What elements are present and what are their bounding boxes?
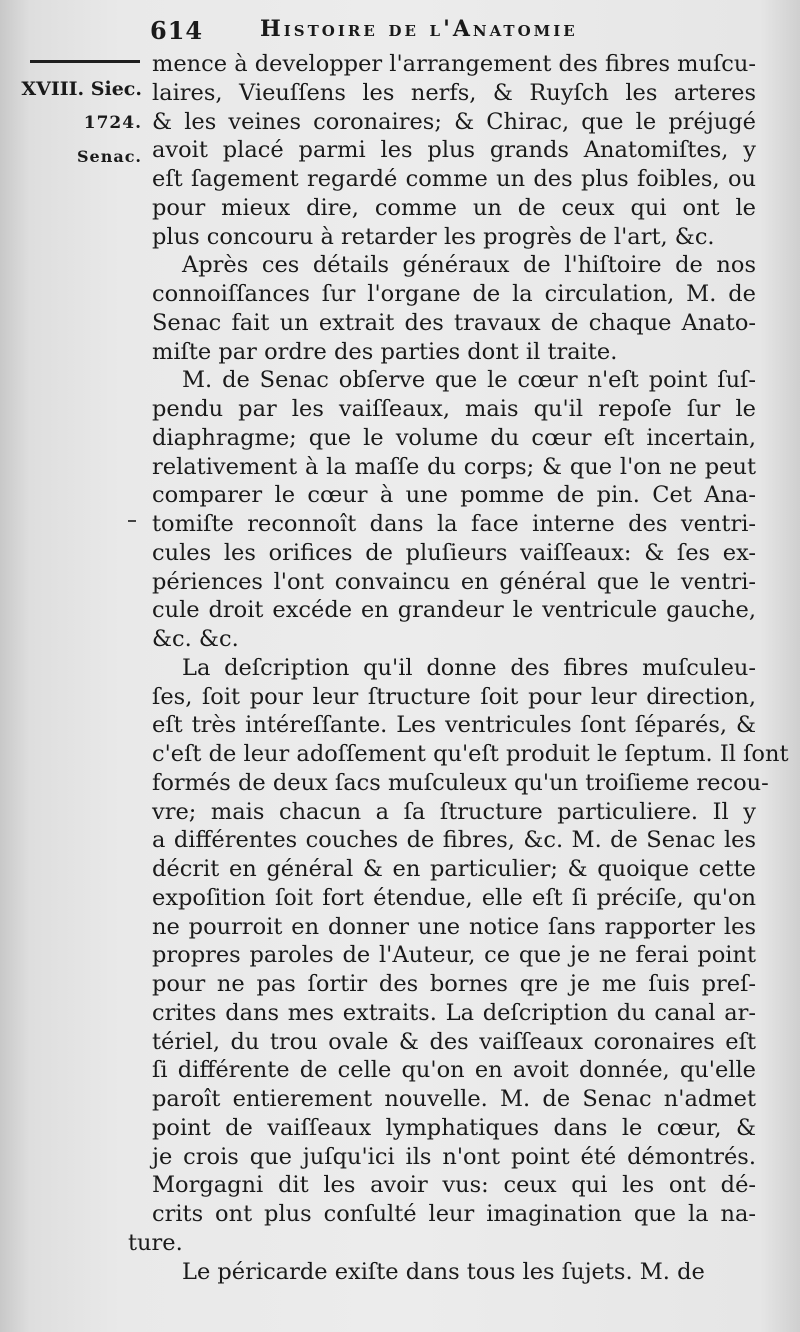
margin-rule	[30, 60, 140, 63]
page-number: 614	[150, 16, 204, 45]
text-line: propres paroles de l'Auteur, ce que je ne ferai point	[152, 942, 756, 969]
text-line: diaphragme; que le volume du cœur eſt incertain,	[152, 424, 756, 451]
running-head: Histoire de l'Anatomie	[260, 16, 578, 42]
text-line: Après ces détails généraux de l'hiſtoire de nos	[182, 252, 756, 279]
text-line: décrit en général & en particulier; & quoique cette	[152, 856, 756, 882]
body-text	[128, 50, 789, 1286]
text-line: avoit placé parmi les plus grands Anatomiſtes, y	[152, 137, 756, 164]
text-line: ſi différente de celle qu'on en avoit donnée, qu'elle	[152, 1057, 756, 1084]
text-line: eſt ſagement regardé comme un des plus foibles, ou	[152, 166, 756, 192]
text-line: & les veines coronaires; & Chirac, que le préjugé	[152, 108, 756, 135]
page-header	[150, 10, 710, 46]
text-line: je crois que juſqu'ici ils n'ont point été démontrés.	[152, 1143, 756, 1170]
text-line: La deſcription qu'il donne des fibres muſculeu-	[182, 654, 756, 681]
text-line: paroît entierement nouvelle. M. de Senac n'admet	[152, 1086, 756, 1112]
text-line: périences l'ont convaincu en général que le ventri-	[152, 568, 756, 595]
text-line: a différentes couches de fibres, &c. M. de Senac les	[152, 827, 756, 854]
text-line: c'eſt de leur adoſſement qu'eſt produit le ſeptum. Il ſont	[152, 741, 789, 767]
text-line: mence à developper l'arrangement des fibres muſcu-	[152, 51, 757, 77]
text-line: M. de Senac obſerve que le cœur n'eſt point ſuſ-	[182, 367, 756, 394]
text-line: expoſition ſoit fort étendue, elle eſt ſi préciſe, qu'on	[152, 884, 756, 911]
margin-year: 1724.	[83, 113, 142, 133]
text-line: crites dans mes extraits. La deſcription du canal ar-	[152, 999, 756, 1026]
text-line: eſt très intéreſſante. Les ventricules ſont ſéparés, &	[152, 712, 756, 739]
text-line: ſes, ſoit pour leur ſtructure ſoit pour leur direction,	[152, 683, 756, 710]
text-line: vre; mais chacun a ſa ſtructure particuliere. Il y	[152, 798, 756, 825]
text-line: cules les orifices de pluſieurs vaiſſeaux: & ſes ex-	[152, 539, 756, 566]
text-line: connoiſſances ſur l'organe de la circulation, M. de	[152, 281, 756, 307]
text-line: point de vaiſſeaux lymphatiques dans le cœur, &	[152, 1114, 756, 1141]
text-line: laires, Vieuſſens les nerfs, & Ruyſch les arteres	[152, 79, 756, 106]
text-line: &c. &c.	[152, 626, 239, 652]
text-line: miſte par ordre des parties dont il traite.	[152, 338, 618, 365]
text-line: Morgagni dit les avoir vus: ceux qui les ont dé-	[152, 1172, 756, 1199]
text-line: plus concouru à retarder les progrès de l'art, &c.	[152, 223, 715, 250]
text-line: pendu par les vaiſſeaux, mais qu'il repoſe ſur le	[152, 396, 756, 422]
text-line: cule droit excéde en grandeur le ventricule gauche,	[152, 597, 756, 624]
text-line: pour mieux dire, comme un de ceux qui ont le	[152, 194, 756, 221]
margin-name: Senac.	[76, 147, 142, 166]
text-line: relativement à la maſſe du corps; & que l'on ne peut	[152, 453, 756, 480]
margin-notes	[18, 72, 142, 174]
text-line: pour ne pas ſortir des bornes qre je me ſuis preſ-	[152, 971, 756, 997]
text-line: Le péricarde exiſte dans tous les ſujets. M. de	[182, 1258, 705, 1285]
text-line: Senac fait un extrait des travaux de chaque Anato-	[152, 309, 756, 336]
text-line: formés de deux ſacs muſculeux qu'un troiſieme recou-	[152, 769, 769, 796]
scan-mark	[128, 520, 136, 522]
text-line: comparer le cœur à une pomme de pin. Cet Ana-	[152, 482, 756, 509]
text-line: tomiſte reconnoît dans la face interne des ventri-	[152, 511, 756, 537]
margin-century: XVIII. Siec.	[21, 78, 142, 100]
text-line: ne pourroit en donner une notice ſans rapporter les	[152, 913, 756, 940]
text-line: ture.	[128, 1229, 183, 1256]
text-line: crits ont plus conſulté leur imagination que la na-	[152, 1201, 756, 1227]
text-line: tériel, du trou ovale & des vaiſſeaux coronaires eſt	[152, 1028, 756, 1055]
